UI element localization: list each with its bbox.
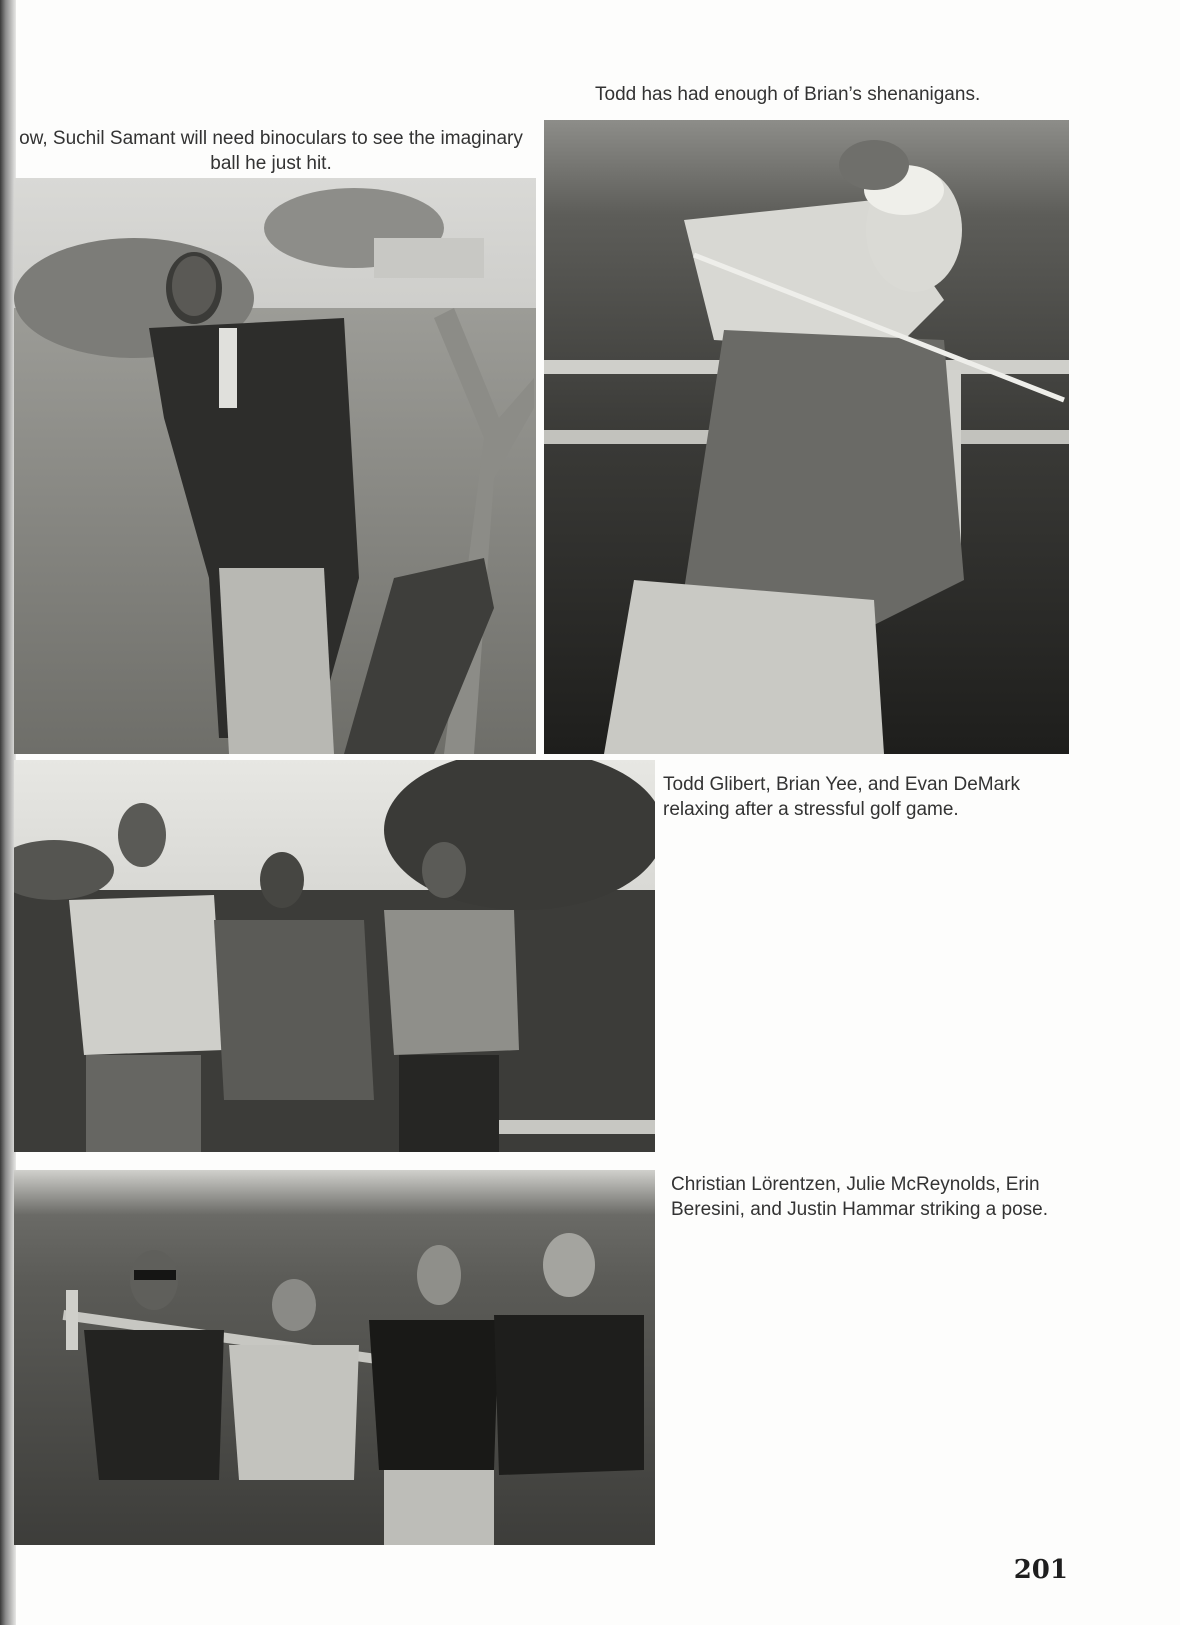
page-number: 201 (1013, 1555, 1068, 1585)
caption-photo-suchil: ow, Suchil Samant will need binoculars to see the imaginary ball he just hit. (19, 128, 523, 174)
photo-todd-brian-shenanigans (544, 120, 1069, 754)
photo-suchil-golf-swing (14, 178, 536, 754)
photo-three-golfers-relaxing (14, 760, 655, 1152)
caption-photo-four-golfers: Christian Lörentzen, Julie McReynolds, Erin Beresini, and Justin Hammar striking a pose. (671, 1174, 1048, 1220)
caption-photo-todd-brian: Todd has had enough of Brian’s shenanigans. (595, 84, 981, 105)
photo-four-golfers-pose (14, 1170, 655, 1545)
caption-photo-three-golfers: Todd Glibert, Brian Yee, and Evan DeMark relaxing after a stressful golf game. (663, 774, 1020, 820)
